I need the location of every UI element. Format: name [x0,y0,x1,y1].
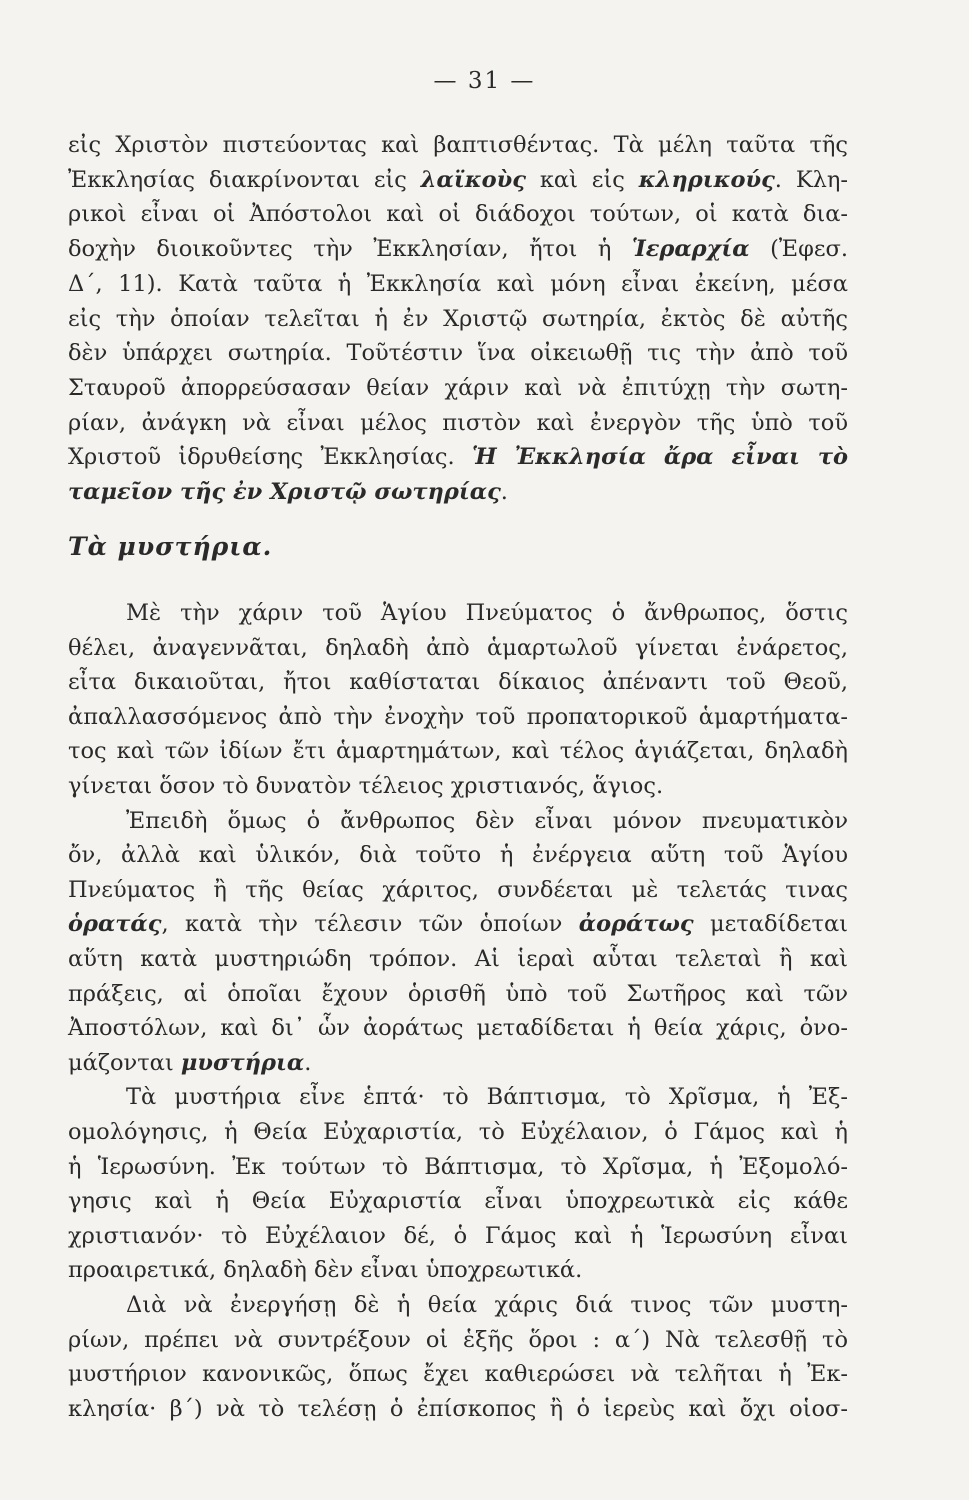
emphasis-text: ταμεῖον τῆς ἐν Χριστῷ σωτηρίας [68,479,501,505]
text-segment: εἰς Χριστὸν πιστεύοντας καὶ βαπτισθέντας. Τὰ μέλη ταῦτα τῆς [68,132,848,158]
text-segment: γησις καὶ ἡ Θεία Εὐχαριστία εἶναι ὑποχρεωτικὰ εἰς κάθε [68,1188,848,1215]
emphasis-text: λαϊκοὺς [420,166,526,193]
text-segment: ἡ Ἱερωσύνη. Ἐκ τούτων τὸ Βάπτισμα, τὸ Χρῖσμα, ἡ Ἐξομολό- [68,1153,848,1180]
text-segment: μυστήριον κανονικῶς, ὅπως ἔχει καθιερώσει νὰ τελῆται ἡ Ἐκ- [68,1361,848,1388]
text-segment: προαιρετικά, δηλαδὴ δὲν εἶναι ὑποχρεωτικά. [68,1257,583,1284]
text-line [68,804,848,838]
text-segment: Χριστοῦ ἱδρυθείσης Ἐκκλησίας. [68,444,472,471]
text-segment: Μὲ τὴν χάριν τοῦ Ἁγίου Πνεύματος ὁ ἄνθρωπος, ὅστις [126,600,848,626]
text-segment: εἶτα δικαιοῦται, ἤτοι καθίσταται δίκαιος ἀπέναντι τοῦ Θεοῦ, [68,669,848,696]
text-line [68,1115,848,1149]
text-line [68,267,848,301]
text-segment: κλησία· β΄) νὰ τὸ τελέσῃ ὁ ἐπίσκοπος ἢ ὁ ἱερεὺς καὶ ὄχι οἱοσ- [68,1395,848,1422]
text-line [68,1011,848,1045]
text-segment: τος καὶ τῶν ἰδίων ἔτι ἁμαρτημάτων, καὶ τέλος ἁγιάζεται, δηλαδὴ [68,738,848,765]
text-line [68,665,848,699]
text-segment: ομολόγησις, ἡ Θεία Εὐχαριστία, τὸ Εὐχέλαιον, ὁ Γάμος καὶ ἡ [68,1119,848,1145]
text-segment: Δ΄, 11). Κατὰ ταῦτα ἡ Ἐκκλησία καὶ μόνη εἶναι ἐκείνη, μέσα [68,270,848,297]
text-segment: θέλει, ἀναγεννᾶται, δηλαδὴ ἀπὸ ἁμαρτωλοῦ γίνεται ἐνάρετος, [68,634,848,661]
section-heading: Τὰ μυστήρια. [68,532,273,561]
text-line [68,873,848,907]
text-line [68,631,848,665]
text-segment: αὕτη κατὰ μυστηριώδη τρόπον. Αἱ ἱεραὶ αὗται τελεταὶ ἢ καὶ [68,946,848,972]
text-line [68,907,848,941]
text-line [68,596,848,630]
text-segment: μάζονται [68,1049,181,1076]
emphasis-text: ἀοράτως [578,911,694,938]
emphasis-text: κληρικούς [638,166,775,193]
text-line [68,769,848,803]
text-segment: ὄν, ἀλλὰ καὶ ὑλικόν, διὰ τοῦτο ἡ ἐνέργεια αὕτη τοῦ Ἁγίου [68,842,848,869]
text-segment: ρίων, πρέπει νὰ συντρέξουν οἱ ἑξῆς ὅροι : α΄) Νὰ τελεσθῇ τὸ [68,1326,848,1353]
text-segment: δοχὴν διοικοῦντες τὴν Ἐκκλησίαν, ἤτοι ἡ [68,236,632,263]
text-line [68,440,848,474]
text-segment: ρίαν, ἀνάγκη νὰ εἶναι μέλος πιστὸν καὶ ἐνεργὸν τῆς ὑπὸ τοῦ [68,409,848,436]
text-line [68,1080,848,1114]
text-line [68,197,848,231]
text-line [68,406,848,440]
text-segment: . [500,479,508,505]
emphasis-text: Ἱεραρχία [631,236,750,263]
text-line [68,371,848,405]
text-segment: Ἐπειδὴ ὅμως ὁ ἄνθρωπος δὲν εἶναι μόνον πνευματικὸν [126,807,848,834]
text-line [68,1323,848,1357]
text-line [68,1392,848,1426]
text-line [68,232,848,266]
text-segment: μεταδίδεται [693,911,849,938]
text-line [68,1219,848,1253]
text-segment: γίνεται ὅσον τὸ δυνατὸν τέλειος χριστιανός, ἅγιος. [68,773,664,799]
text-line [68,977,848,1011]
text-line [68,336,848,370]
text-segment: εἰς τὴν ὁποίαν τελεῖται ἡ ἐν Χριστῷ σωτηρία, ἐκτὸς δὲ αὐτῆς [68,305,848,332]
text-line [68,475,848,509]
text-segment: ρικοὶ εἶναι οἱ Ἀπόστολοι καὶ οἱ διάδοχοι τούτων, οἱ κατὰ δια- [68,201,848,228]
text-line [68,1046,848,1080]
emphasis-text: ὁρατάς [68,911,162,938]
text-segment: (Ἐφεσ. [749,236,848,263]
text-line [68,700,848,734]
text-segment: Ἀποστόλων, καὶ δι᾽ ὧν ἀοράτως μεταδίδεται ἡ θεία χάρις, ὀνο- [68,1015,848,1042]
page-number: — 31 — [433,68,536,94]
text-segment: ἀπαλλασσόμενος ἀπὸ τὴν ἐνοχὴν τοῦ προπατορικοῦ ἁμαρτήματα- [68,703,848,730]
text-line [68,1357,848,1391]
text-line [68,838,848,872]
text-segment: καὶ εἰς [525,166,639,193]
text-line [68,163,848,197]
text-line [68,734,848,768]
text-segment: Διὰ νὰ ἐνεργήσῃ δὲ ἡ θεία χάρις διά τινος τῶν μυστη- [126,1292,848,1318]
text-line [68,1184,848,1218]
text-segment: χριστιανόν· τὸ Εὐχέλαιον δέ, ὁ Γάμος καὶ ἡ Ἱερωσύνη εἶναι [68,1222,848,1249]
text-line [68,1253,848,1287]
text-segment: . Κλη- [774,166,848,193]
text-segment: , κατὰ τὴν τέλεσιν τῶν ὁποίων [161,911,579,938]
text-line [68,128,848,162]
text-line [68,1288,848,1322]
emphasis-text: μυστήρια [180,1049,305,1076]
text-segment: δὲν ὑπάρχει σωτηρία. Τοῦτέστιν ἵνα οἰκειωθῇ τις τὴν ἀπὸ τοῦ [68,340,848,367]
text-line [68,1150,848,1184]
emphasis-text: Ἡ Ἐκκλησία ἄρα εἶναι τὸ [471,444,849,471]
text-segment: Πνεύματος ἢ τῆς θείας χάριτος, συνδέεται μὲ τελετάς τινας [68,876,848,903]
text-line [68,942,848,976]
text-segment: Σταυροῦ ἀπορρεύσασαν θείαν χάριν καὶ νὰ ἐπιτύχῃ τὴν σωτη- [68,374,848,401]
text-segment: Ἐκκλησίας διακρίνονται εἰς [68,166,421,193]
text-segment: . [304,1049,312,1076]
text-segment: Τὰ μυστήρια εἶνε ἑπτά· τὸ Βάπτισμα, τὸ Χρῖσμα, ἡ Ἐξ- [126,1084,848,1111]
text-segment: πράξεις, αἱ ὁποῖαι ἔχουν ὁρισθῆ ὑπὸ τοῦ Σωτῆρος καὶ τῶν [68,980,848,1007]
text-line [68,302,848,336]
